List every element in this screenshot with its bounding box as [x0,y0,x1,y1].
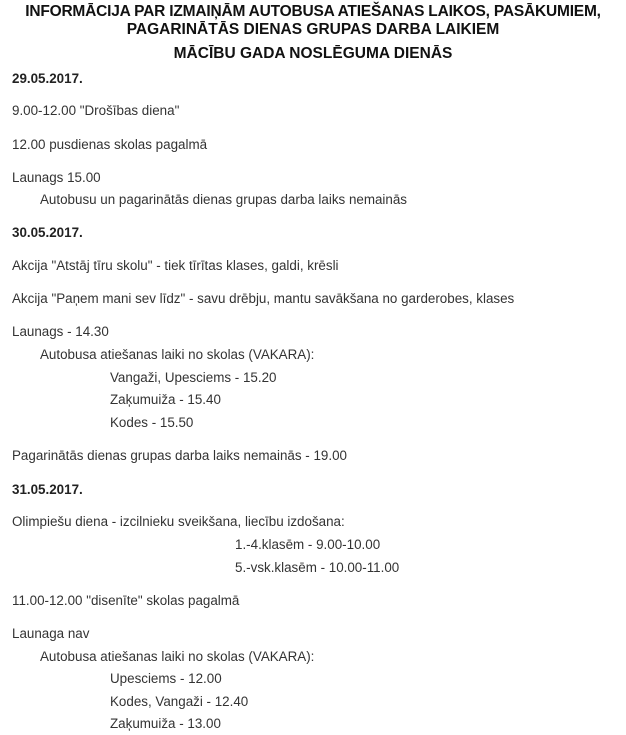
grade-time: 5.-vsk.klasēm - 10.00-11.00 [235,560,400,575]
bus-time: Kodes - 15.50 [110,415,194,430]
note-line: Autobusu un pagarinātās dienas grupas darba laiks nemainās [40,192,408,207]
event-line: Akcija "Paņem mani sev līdz" - savu drēbju, mantu savākšana no garderobes, klases [12,291,515,306]
title-line-2: PAGARINĀTĀS DIENAS GRUPAS DARBA LAIKIEM [126,21,500,38]
snack-line: Launags 15.00 [12,170,101,185]
snack-line: Launags - 14.30 [12,324,109,339]
event-line: Olimpiešu diena - izcilnieku sveikšana, liecību izdošana: [12,514,345,529]
bus-time: Vangaži, Upesciems - 15.20 [110,370,277,385]
title-line-1: INFORMĀCIJA PAR IZMAIŅĀM AUTOBUSA ATIEŠANAS LAIKOS, PASĀKUMIEM, [25,3,601,20]
event-line: 12.00 pusdienas skolas pagalmā [12,137,208,152]
bus-heading: Autobusa atiešanas laiki no skolas (VAKARA): [40,649,315,664]
title-line-3: MĀCĪBU GADA NOSLĒGUMA DIENĀS [173,45,453,62]
bus-time: Zaķumuiža - 13.00 [110,716,221,731]
event-line: 11.00-12.00 "disenīte" skolas pagalmā [12,593,240,608]
bus-time: Zaķumuiža - 15.40 [110,392,221,407]
extended-group-line: Pagarinātās dienas grupas darba laiks nemainās - 19.00 [12,448,347,463]
day-date: 29.05.2017. [12,71,83,86]
bus-heading: Autobusa atiešanas laiki no skolas (VAKARA): [40,347,315,362]
grade-time: 1.-4.klasēm - 9.00-10.00 [235,537,381,552]
event-line: Akcija "Atstāj tīru skolu" - tiek tīrītas klases, galdi, krēsli [12,258,339,273]
day-date: 31.05.2017. [12,482,83,497]
snack-line: Launaga nav [12,626,90,641]
bus-time: Kodes, Vangaži - 12.40 [110,694,249,709]
day-date: 30.05.2017. [12,225,83,240]
bus-time: Upesciems - 12.00 [110,671,222,686]
event-line: 9.00-12.00 "Drošības diena" [12,103,180,118]
